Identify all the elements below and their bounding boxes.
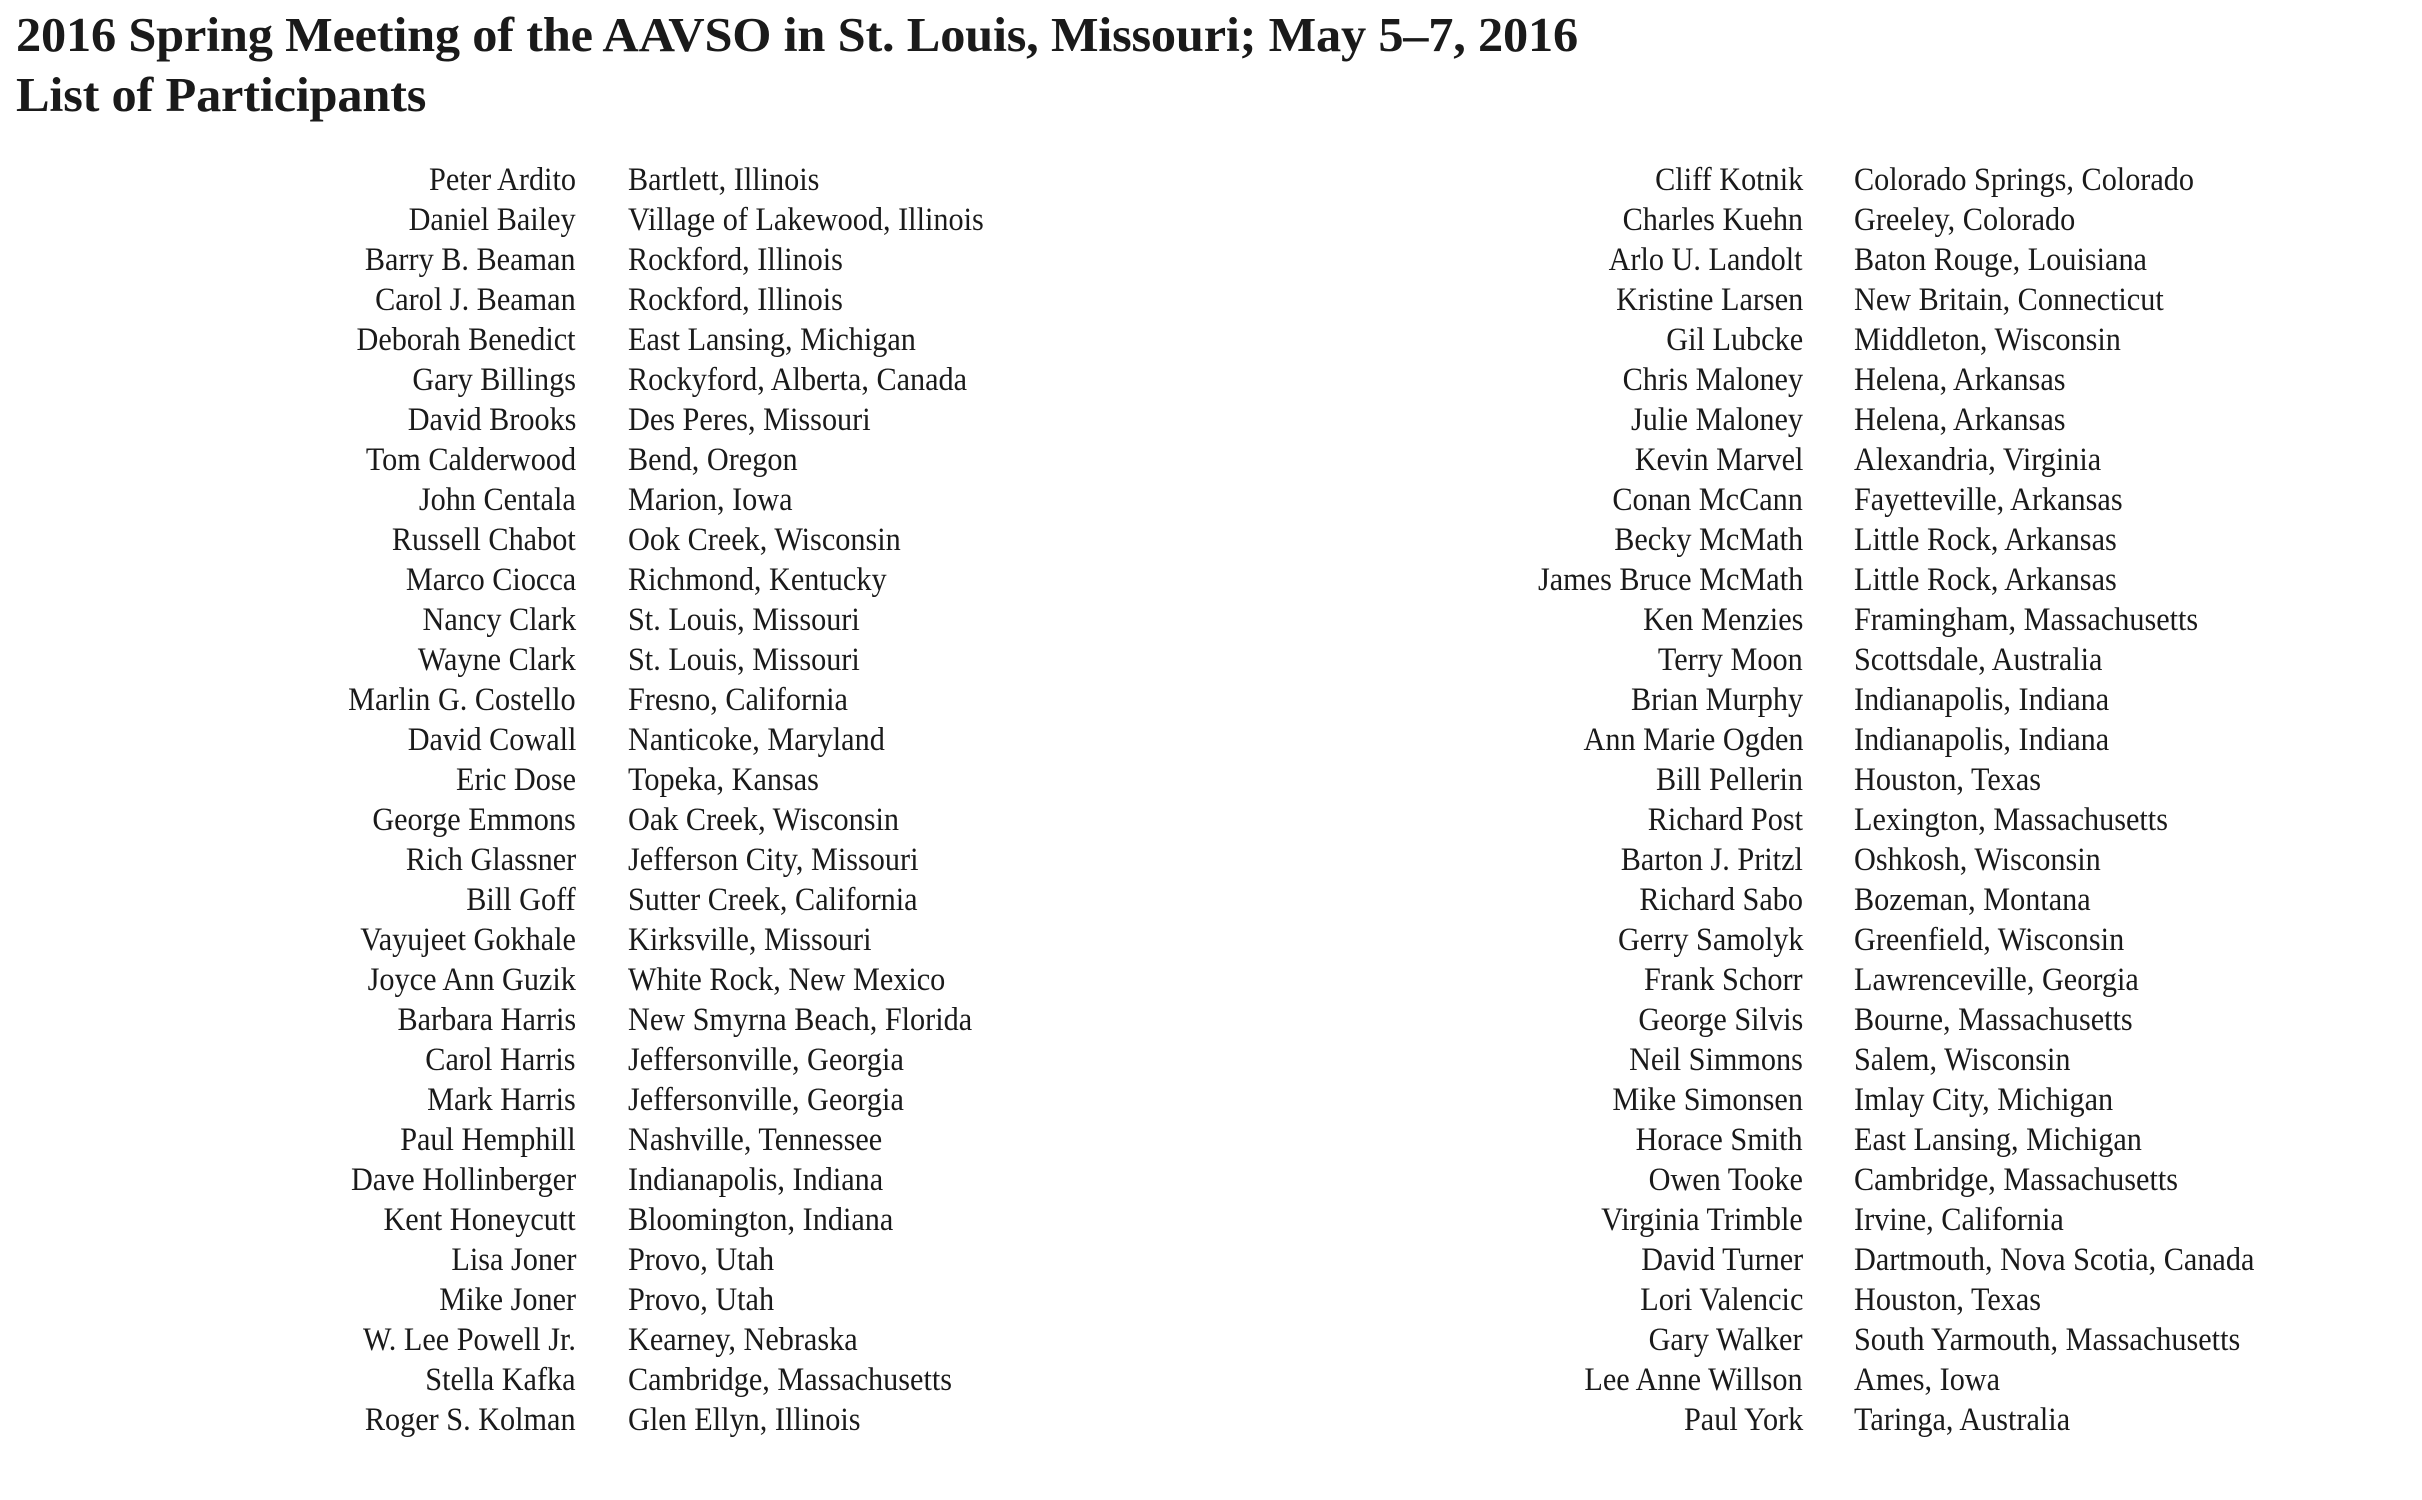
- participant-name: David Cowall: [407, 722, 576, 759]
- participant-location: South Yarmouth, Massachusetts: [1854, 1322, 2241, 1359]
- participant-name: Conan McCann: [1612, 482, 1803, 519]
- participant-location: Glen Ellyn, Illinois: [628, 1402, 861, 1439]
- participant-name: Mike Simonsen: [1612, 1082, 1803, 1119]
- participant-name: Barbara Harris: [397, 1002, 576, 1039]
- participant-location: Salem, Wisconsin: [1854, 1042, 2071, 1079]
- participant-location: Scottsdale, Australia: [1854, 642, 2103, 679]
- participant-name: W. Lee Powell Jr.: [363, 1322, 576, 1359]
- participant-row: [0, 840, 2422, 880]
- participant-row: [0, 680, 2422, 720]
- participant-row: [0, 560, 2422, 600]
- participant-name: Ken Menzies: [1642, 602, 1803, 639]
- participant-row: [0, 1320, 2422, 1360]
- participant-name: George Silvis: [1638, 1002, 1803, 1039]
- participant-row: [0, 160, 2422, 200]
- participant-row: [0, 480, 2422, 520]
- participant-row: [0, 360, 2422, 400]
- participant-name: Cliff Kotnik: [1654, 162, 1803, 198]
- participant-name: Carol Harris: [425, 1042, 576, 1079]
- participant-name: Nancy Clark: [422, 602, 576, 639]
- participant-location: Marion, Iowa: [628, 482, 793, 519]
- participant-location: Cambridge, Massachusetts: [1854, 1162, 2179, 1199]
- participant-name: Marco Ciocca: [405, 562, 576, 599]
- participant-location: Indianapolis, Indiana: [1854, 722, 2110, 759]
- participant-name: John Centala: [419, 482, 576, 519]
- participant-name: Brian Murphy: [1630, 682, 1803, 719]
- participant-location: Provo, Utah: [628, 1282, 775, 1319]
- participant-location: Little Rock, Arkansas: [1854, 522, 2117, 559]
- participant-name: Owen Tooke: [1648, 1162, 1803, 1199]
- participant-location: Bloomington, Indiana: [628, 1202, 894, 1239]
- participant-name: Gary Walker: [1649, 1322, 1803, 1359]
- participant-location: Little Rock, Arkansas: [1854, 562, 2117, 599]
- participant-location: Oak Creek, Wisconsin: [628, 802, 900, 839]
- participant-location: Middleton, Wisconsin: [1854, 322, 2121, 359]
- participant-row: [0, 1160, 2422, 1200]
- participant-location: Village of Lakewood, Illinois: [628, 202, 984, 239]
- participant-row: [0, 600, 2422, 640]
- participant-row: [0, 1000, 2422, 1040]
- participant-row: [0, 880, 2422, 920]
- participant-name: Becky McMath: [1614, 522, 1803, 559]
- participant-location: Alexandria, Virginia: [1854, 442, 2102, 479]
- participant-name: Kevin Marvel: [1634, 442, 1803, 479]
- page-subtitle: List of Participants: [16, 67, 427, 122]
- participant-name: Kristine Larsen: [1615, 282, 1803, 319]
- participant-location: St. Louis, Missouri: [628, 602, 860, 639]
- participant-row: [0, 800, 2422, 840]
- participant-name: Mike Joner: [439, 1282, 576, 1319]
- participant-location: White Rock, New Mexico: [628, 962, 946, 999]
- participant-name: Chris Maloney: [1622, 362, 1803, 399]
- participant-location: Imlay City, Michigan: [1854, 1082, 2114, 1119]
- participant-location: Greenfield, Wisconsin: [1854, 922, 2125, 959]
- participant-location: Ook Creek, Wisconsin: [628, 522, 901, 559]
- participant-location: Fayetteville, Arkansas: [1854, 482, 2123, 519]
- participant-location: Fresno, California: [628, 682, 848, 719]
- participant-location: Helena, Arkansas: [1854, 362, 2066, 399]
- participant-location: Nanticoke, Maryland: [628, 722, 885, 759]
- participant-location: Des Peres, Missouri: [628, 402, 871, 439]
- participant-location: Oshkosh, Wisconsin: [1854, 842, 2101, 879]
- participant-name: Kent Honeycutt: [383, 1202, 576, 1239]
- participant-location: Jeffersonville, Georgia: [628, 1042, 904, 1079]
- participant-name: Vayujeet Gokhale: [360, 922, 576, 959]
- participant-location: Provo, Utah: [628, 1242, 775, 1279]
- participant-name: Gerry Samolyk: [1617, 922, 1803, 959]
- participant-row: [0, 240, 2422, 280]
- participant-name: Paul York: [1683, 1402, 1803, 1439]
- participant-name: Ann Marie Ogden: [1583, 722, 1803, 759]
- participant-location: Sutter Creek, California: [628, 882, 918, 919]
- participant-location: Richmond, Kentucky: [628, 562, 887, 599]
- participant-location: Bourne, Massachusetts: [1854, 1002, 2133, 1039]
- participant-location: Bend, Oregon: [628, 442, 798, 479]
- participant-location: Irvine, California: [1854, 1202, 2064, 1239]
- participant-name: Terry Moon: [1658, 642, 1803, 679]
- participant-row: [0, 920, 2422, 960]
- participant-location: Houston, Texas: [1854, 762, 2042, 799]
- participant-location: Indianapolis, Indiana: [628, 1162, 884, 1199]
- participant-row: [0, 1400, 2422, 1440]
- participant-location: Bartlett, Illinois: [628, 162, 820, 198]
- participant-location: Kirksville, Missouri: [628, 922, 872, 959]
- participant-name: David Brooks: [407, 402, 576, 439]
- participant-location: Rockford, Illinois: [628, 282, 843, 319]
- participant-location: Framingham, Massachusetts: [1854, 602, 2199, 639]
- participant-location: Baton Rouge, Louisiana: [1854, 242, 2147, 279]
- participant-location: Colorado Springs, Colorado: [1854, 162, 2195, 198]
- participant-name: Arlo U. Landolt: [1609, 242, 1803, 279]
- participant-name: Barry B. Beaman: [365, 242, 576, 279]
- participant-row: [0, 400, 2422, 440]
- participant-name: Paul Hemphill: [400, 1122, 576, 1159]
- participant-location: Houston, Texas: [1854, 1282, 2042, 1319]
- participant-location: Topeka, Kansas: [628, 762, 819, 799]
- participant-name: Roger S. Kolman: [365, 1402, 576, 1439]
- participant-name: Virginia Trimble: [1601, 1202, 1803, 1239]
- participant-location: Cambridge, Massachusetts: [628, 1362, 953, 1399]
- participant-location: Ames, Iowa: [1854, 1362, 2001, 1399]
- participant-name: Julie Maloney: [1630, 402, 1803, 439]
- participant-name: Lisa Joner: [450, 1242, 576, 1279]
- participant-name: Richard Post: [1647, 802, 1803, 839]
- participant-name: Russell Chabot: [392, 522, 576, 559]
- participant-name: Gil Lubcke: [1666, 322, 1803, 359]
- participant-name: Stella Kafka: [425, 1362, 576, 1399]
- participant-location: Lexington, Massachusetts: [1854, 802, 2168, 839]
- participant-location: Nashville, Tennessee: [628, 1122, 883, 1159]
- participant-row: [0, 1040, 2422, 1080]
- participant-name: Horace Smith: [1635, 1122, 1803, 1159]
- participant-name: Tom Calderwood: [365, 442, 576, 479]
- participant-name: Lori Valencic: [1639, 1282, 1803, 1319]
- participant-name: Neil Simmons: [1629, 1042, 1803, 1079]
- participant-row: [0, 200, 2422, 240]
- participant-row: [0, 320, 2422, 360]
- participant-row: [0, 1200, 2422, 1240]
- participant-name: Gary Billings: [412, 362, 576, 399]
- participant-name: Marlin G. Costello: [348, 682, 576, 719]
- participant-name: David Turner: [1640, 1242, 1803, 1279]
- participant-name: Rich Glassner: [405, 842, 576, 879]
- participant-name: Joyce Ann Guzik: [367, 962, 576, 999]
- participant-location: East Lansing, Michigan: [628, 322, 916, 359]
- participant-name: Peter Ardito: [429, 162, 576, 198]
- participant-location: Dartmouth, Nova Scotia, Canada: [1854, 1242, 2255, 1279]
- participant-location: Indianapolis, Indiana: [1854, 682, 2110, 719]
- participant-name: Daniel Bailey: [408, 202, 576, 239]
- participant-location: Rockford, Illinois: [628, 242, 843, 279]
- participant-name: James Bruce McMath: [1537, 562, 1803, 599]
- participant-location: Taringa, Australia: [1854, 1402, 2071, 1439]
- participant-row: [0, 760, 2422, 800]
- participant-row: [0, 520, 2422, 560]
- participant-row: [0, 640, 2422, 680]
- participant-location: Jefferson City, Missouri: [628, 842, 919, 879]
- participant-row: [0, 1240, 2422, 1280]
- participant-location: Greeley, Colorado: [1854, 202, 2076, 239]
- participant-row: [0, 1120, 2422, 1160]
- participant-row: [0, 1080, 2422, 1120]
- participant-location: Lawrenceville, Georgia: [1854, 962, 2139, 999]
- participant-name: Frank Schorr: [1644, 962, 1803, 999]
- participant-location: Rockyford, Alberta, Canada: [628, 362, 968, 399]
- participant-name: Bill Goff: [466, 882, 576, 919]
- page-title: 2016 Spring Meeting of the AAVSO in St. Louis, Missouri; May 5–7, 2016: [16, 7, 1579, 62]
- participant-name: Mark Harris: [427, 1082, 576, 1119]
- participant-location: Jeffersonville, Georgia: [628, 1082, 904, 1119]
- participant-name: Lee Anne Willson: [1584, 1362, 1803, 1399]
- participant-location: Bozeman, Montana: [1854, 882, 2091, 919]
- participant-row: [0, 280, 2422, 320]
- participant-location: New Britain, Connecticut: [1854, 282, 2164, 319]
- participant-row: [0, 440, 2422, 480]
- participant-row: [0, 960, 2422, 1000]
- participant-location: New Smyrna Beach, Florida: [628, 1002, 973, 1039]
- participant-row: [0, 720, 2422, 760]
- participant-name: Dave Hollinberger: [350, 1162, 576, 1199]
- participant-name: Richard Sabo: [1639, 882, 1803, 919]
- participant-location: St. Louis, Missouri: [628, 642, 860, 679]
- participant-row: [0, 1280, 2422, 1320]
- participant-row: [0, 1360, 2422, 1400]
- participant-name: Barton J. Pritzl: [1620, 842, 1803, 879]
- participant-name: Eric Dose: [455, 762, 576, 799]
- participant-name: Carol J. Beaman: [375, 282, 576, 319]
- participant-name: Charles Kuehn: [1622, 202, 1803, 239]
- participant-name: Wayne Clark: [418, 642, 576, 679]
- participant-location: Kearney, Nebraska: [628, 1322, 858, 1359]
- participant-location: East Lansing, Michigan: [1854, 1122, 2142, 1159]
- participant-name: Bill Pellerin: [1656, 762, 1803, 799]
- participant-location: Helena, Arkansas: [1854, 402, 2066, 439]
- participant-list-right: [0, 160, 2422, 1441]
- participant-name: Deborah Benedict: [356, 322, 576, 359]
- participant-name: George Emmons: [372, 802, 576, 839]
